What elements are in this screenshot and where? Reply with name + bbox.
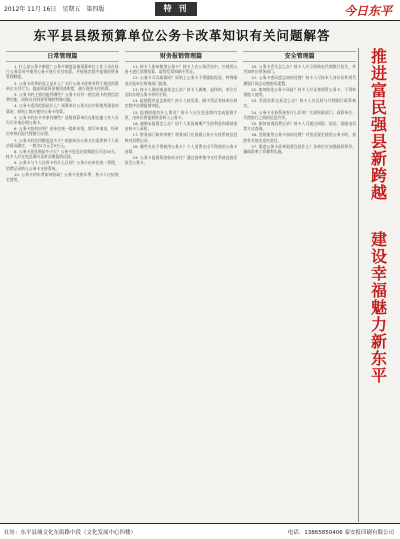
section-title-reimbursement: 财务报销管理篇 [125, 51, 238, 62]
qa-paragraph: 1. 什么是公务卡制度？公务卡制度是指预算单位工作人员在执行公务活动中使用公务卡进行支付结算，并按规定程序报销的财务管理制度。 [6, 64, 119, 80]
qa-paragraph: 16. 逾期未报销怎么办？因个人原因逾期产生的利息和滞纳金由持卡人承担。 [124, 121, 238, 132]
qa-paragraph: 12. 公务卡可以取现吗？原则上公务卡不得提取现金，特殊情况应报单位财务部门批准。 [124, 75, 238, 86]
column-text [6, 64, 119, 182]
qa-paragraph: 10. 公务卡的年费如何收取？公务卡免收年费，持卡人应按规定使用。 [6, 171, 119, 183]
qa-paragraph: 19. 公务卡报销资金如何支付？通过国库集中支付系统直接还款至公务卡。 [124, 155, 238, 166]
qa-paragraph: 26. 违规使用公务卡如何处理？对违反规定使用公务卡的，依照有关规定追究责任。 [243, 132, 357, 143]
footer-address: 社址：东平县城文化东街路中段（文化发展中心四楼） [4, 530, 137, 536]
qa-paragraph: 5. 公务卡的办卡对象有哪些？县级预算单位在职在编工作人员均可申请办理公务卡。 [6, 114, 119, 126]
article-column-3 [243, 48, 356, 522]
issue-weekday: 星期五 [62, 6, 81, 13]
qa-paragraph: 22. 如何防范公务卡风险？持卡人应妥善保管公务卡，不得转借他人使用。 [243, 86, 357, 98]
column-text [125, 64, 238, 166]
qa-paragraph: 23. 发现异常交易怎么办？持卡人应及时与代理银行联系核实。 [243, 98, 357, 109]
column-divider [358, 48, 359, 522]
footer-printer-name: 泰安报印刷有限公司 [344, 530, 394, 536]
qa-paragraph: 24. 公务卡支持系统有什么作用？实现财政部门、预算单位、代理银行之间的信息共享。 [243, 109, 357, 120]
article-column-2 [125, 48, 238, 522]
newspaper-logo: 今日东平 [343, 4, 392, 18]
qa-paragraph: 18. 哪些支出不得使用公务卡？个人消费支出不得使用公务卡结算。 [124, 143, 238, 155]
qa-paragraph: 9. 公务卡与个人信用卡有什么区别？公务卡由单位统一管理，消费记录纳入公务卡支持系统。 [6, 160, 119, 171]
qa-paragraph: 2. 公务卡改革的意义是什么？实行公务卡改革有利于规范预算单位支付行为，提高财政资金使用透明度，减少现金支付结算。 [6, 80, 119, 91]
slogan-line-1: 推进富民强县新跨越 [368, 48, 388, 201]
qa-paragraph: 3. 公务卡的主要功能有哪些？公务卡具有一般信用卡的授信消费功能，同时具有财务管理的特殊功能。 [6, 92, 119, 103]
slogan-sidebar [362, 48, 394, 522]
article-body [6, 48, 356, 522]
qa-paragraph: 13. 持卡人调动或退休怎么办？持卡人调离、退休的，单位应及时办理公务卡停用手续。 [124, 86, 238, 98]
section-badge: 特 刊 [155, 2, 197, 16]
qa-paragraph: 6. 公务卡如何申领？由单位统一组织申领，填写申请表，经单位审核后报代理银行办理。 [6, 126, 119, 137]
qa-paragraph: 8. 公务卡免息期是多少天？公务卡免息还款期最长可达50天，持卡人应在免息期内及时办理报销还款。 [6, 149, 119, 160]
qa-paragraph: 7. 公务卡的信用额度是多少？根据单位公务支出需要和个人资信情况确定，一般为2万元至5万元。 [6, 137, 119, 148]
page-headline: 东平县县级预算单位公务卡改革知识有关问题解答 [33, 28, 331, 43]
footer-phone: 电话：13865850406 [287, 530, 343, 536]
article-column-1 [6, 48, 119, 522]
qa-paragraph: 11. 持卡人如何使用公务卡？持卡人在公务活动中，应使用公务卡进行消费结算，取得发票和刷卡凭证。 [124, 64, 238, 75]
slogan-line-2: 建设幸福魅力新东平 [368, 231, 388, 384]
issue-page: 第四版 [86, 6, 105, 13]
qa-paragraph: 21. 公务卡密码遗忘如何处理？持卡人可持本人身份证件到代理银行网点办理密码重置。 [243, 75, 357, 86]
qa-paragraph: 27. 推进公务卡改革需要注意什么？各单位应加强组织领导，确保改革工作顺利实施。 [243, 143, 357, 155]
masthead-meta [4, 4, 104, 13]
qa-paragraph: 17. 财务部门如何审核？财务部门应依据公务卡支持系统信息核对消费记录。 [124, 132, 238, 143]
footer-printer [288, 528, 394, 536]
qa-paragraph: 4. 公务卡适用范围是什么？预算单位公务支出中原使用现金结算的，原则上都应使用公务卡结算。 [6, 103, 119, 114]
qa-paragraph: 14. 报销程序是怎样的？持卡人持发票、刷卡凭证等按单位规定程序办理报销审批。 [124, 98, 238, 109]
qa-paragraph: 25. 如何查询消费记录？持卡人可通过网银、短信、客服电话等方式查询。 [243, 121, 357, 132]
qa-paragraph: 15. 报销时限有什么要求？持卡人应在免息期内完成报销手续，由单位将报销资金转入公务卡。 [124, 109, 238, 120]
column-text [243, 64, 356, 154]
qa-paragraph: 20. 公务卡丢失怎么办？持卡人应立即致电代理银行挂失，并告知单位财务部门。 [243, 64, 357, 75]
page-footer [0, 523, 400, 539]
issue-date: 2012年 11月 16日 [4, 6, 57, 13]
section-title-daily: 日常管理篇 [6, 51, 119, 62]
masthead [0, 0, 400, 21]
section-title-security: 安全管理篇 [243, 51, 356, 62]
